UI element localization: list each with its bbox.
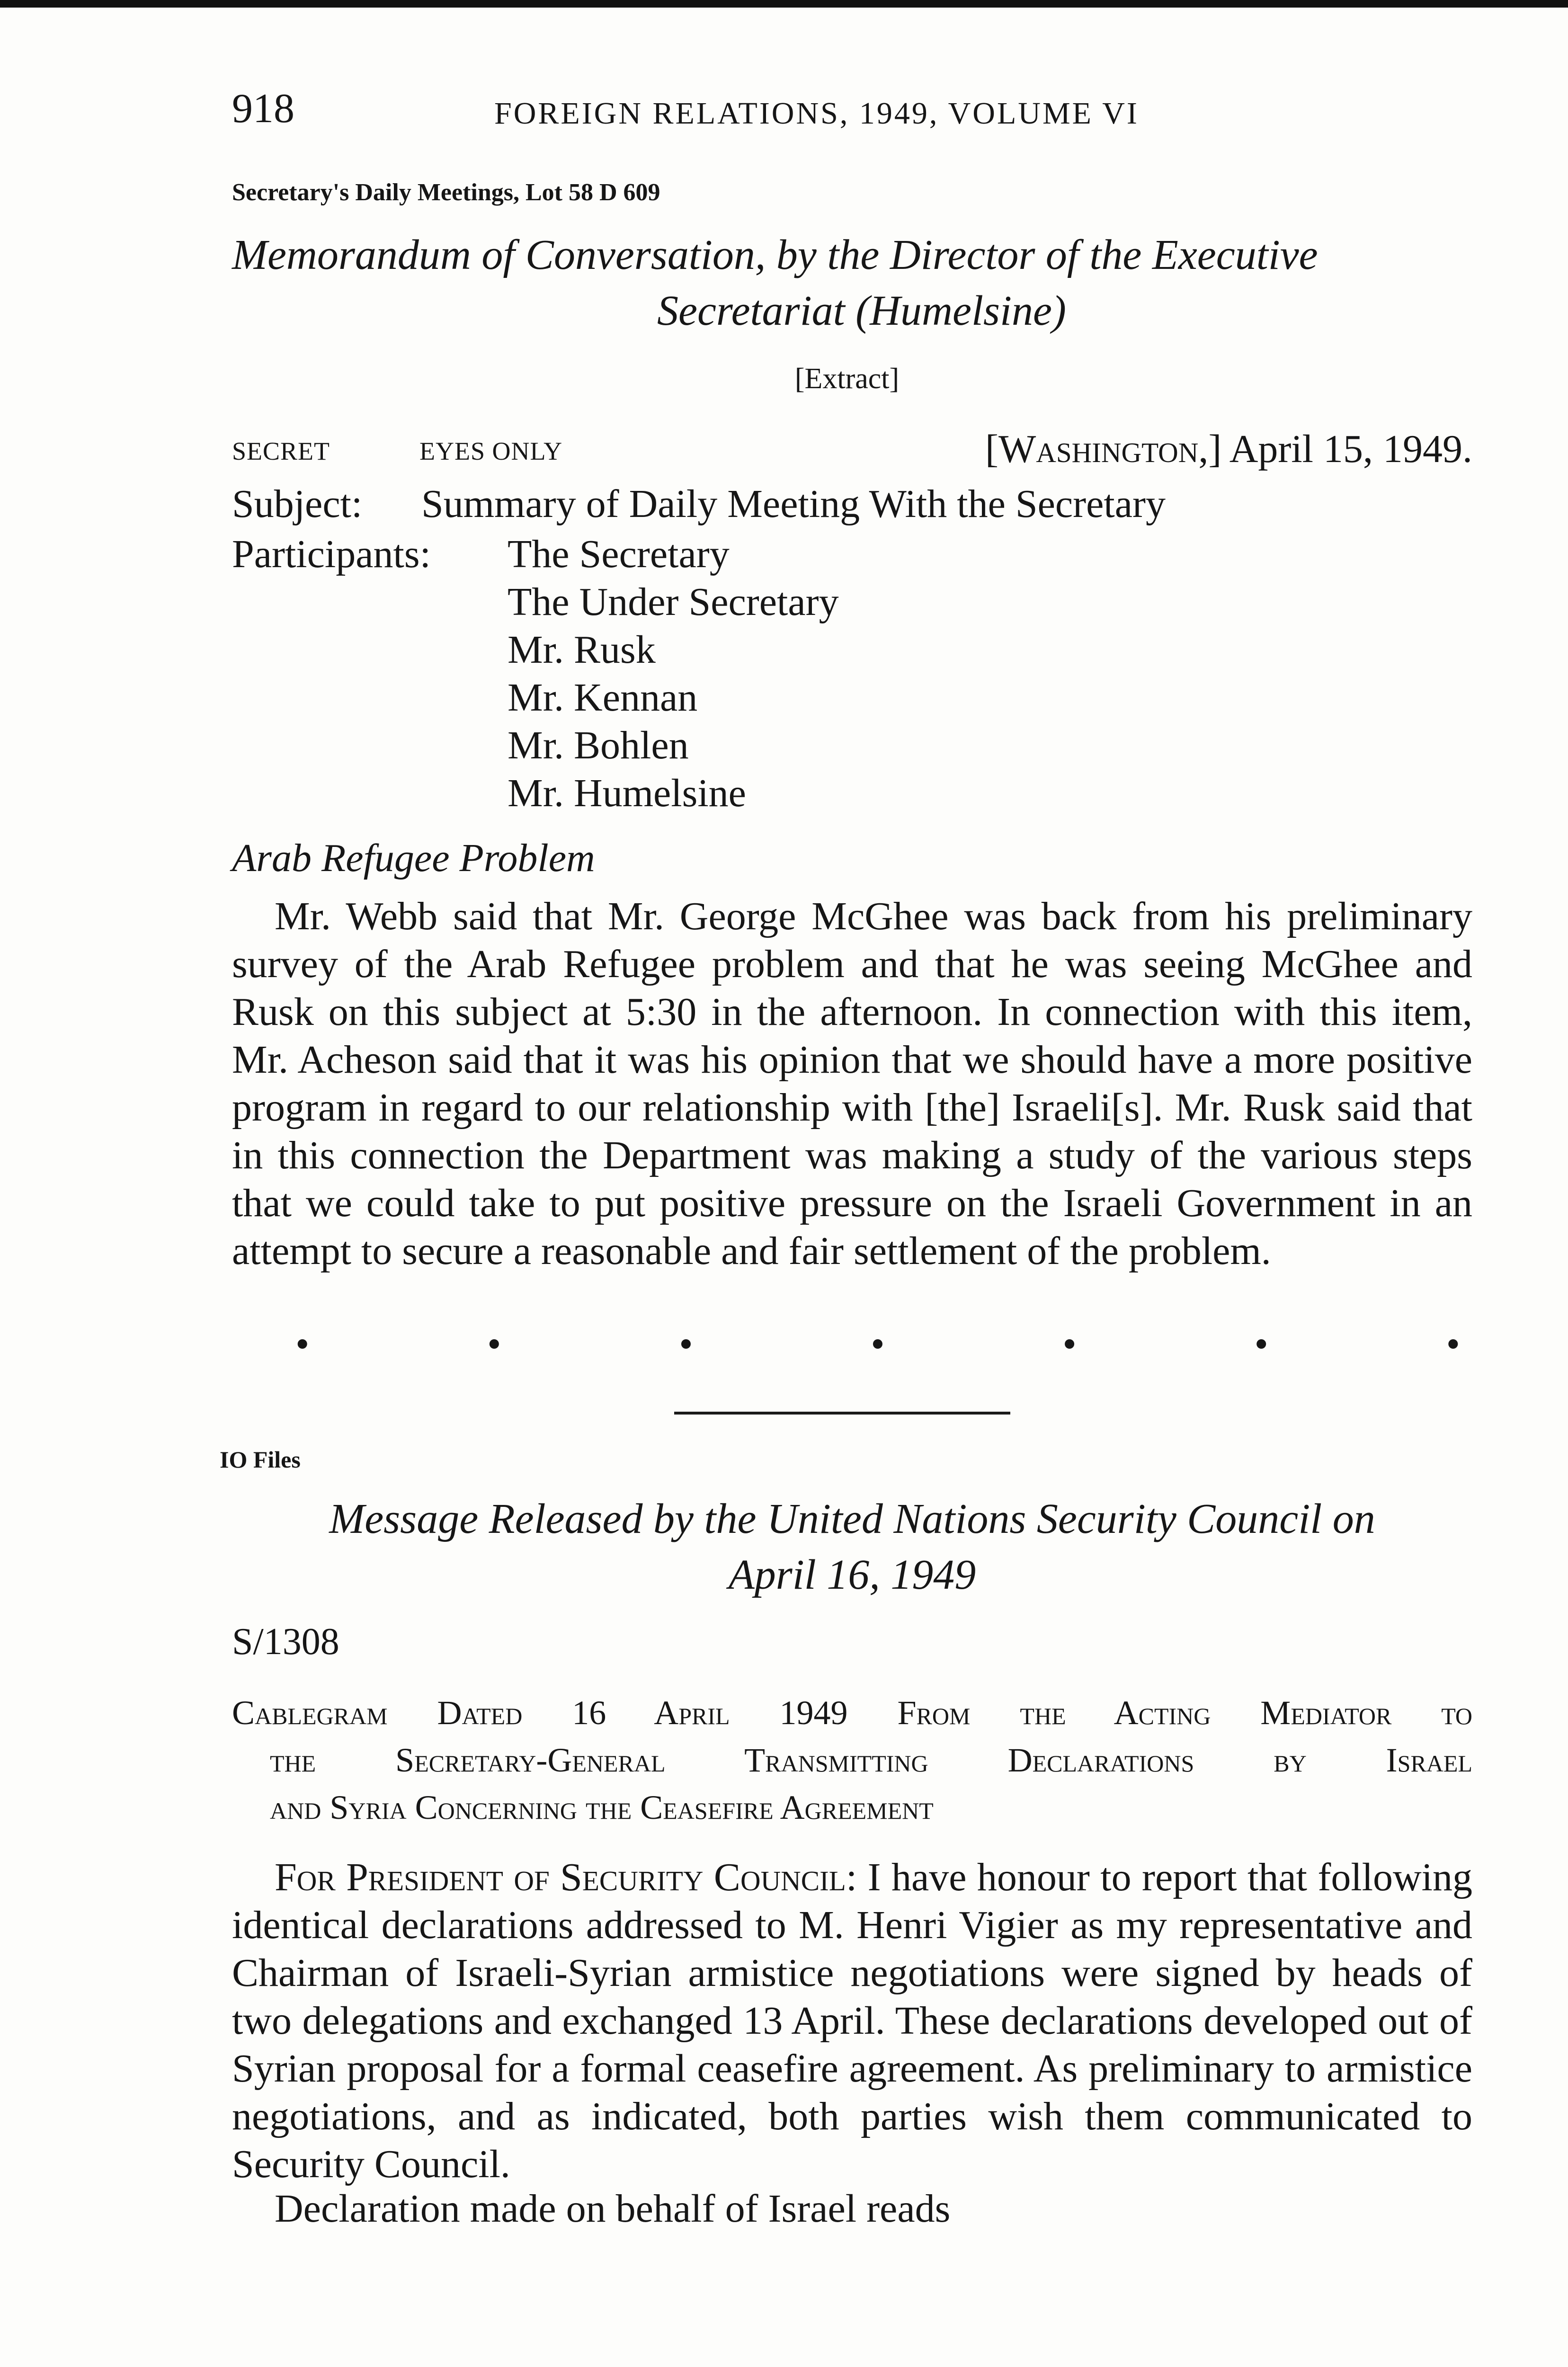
document-source: Secretary's Daily Meetings, Lot 58 D 609 (232, 179, 660, 206)
body-text: I have honour to report that following identical declarations addressed to M. Henri Vigier as my representative and Chairman of Israeli-Syrian armistice negotiations were signed by heads of two delegations and exchanged 13 April. These declarations developed out of Syrian proposal for a formal ceasefire agreement. As preliminary to armistice negotiations, and as indicated, both parties wish them communicated to Security Council. (232, 1855, 1473, 2186)
participants-label: Participants: (232, 532, 431, 576)
omission-dot: • (679, 1322, 693, 1366)
date: April 15, 1949. (1229, 427, 1472, 471)
classification-secret: SECRET (232, 437, 330, 465)
extract-label: [Extract] (794, 363, 900, 395)
document-source: IO Files (220, 1446, 301, 1473)
running-title: FOREIGN RELATIONS, 1949, VOLUME VI (494, 96, 1139, 131)
page-top-edge (0, 0, 1568, 8)
section-heading: Arab Refugee Problem (232, 836, 595, 880)
participant: Mr. Kennan (508, 676, 698, 720)
document-title-line-2: Secretariat (Humelsine) (657, 287, 1066, 334)
document-title (232, 1491, 1472, 1603)
document-title (232, 227, 1491, 339)
participant: The Secretary (508, 532, 730, 576)
document-number: S/1308 (232, 1621, 339, 1663)
participants-list (508, 530, 839, 817)
body-paragraph: Mr. Webb said that Mr. George McGhee was back from his preliminary survey of the Arab Refugee problem and that he was seeing McGhee and Rusk on this subject at 5:30 in the afternoon. In connection with this item, Mr. Acheson said that it was his opinion that we should have a more positive program in regard to our relationship with [the] Israeli[s]. Mr. Rusk said that in this connection the Department was making a study of the various steps that we could take to put positive pressure on the Israeli Government in an attempt to secure a reasonable and fair settlement of the problem. (232, 894, 1472, 1273)
participant: Mr. Humelsine (508, 771, 746, 815)
place-and-date (985, 426, 1472, 472)
omission-dot: • (1446, 1322, 1460, 1366)
document-title-line-2: April 16, 1949 (728, 1551, 976, 1598)
subject-line (232, 478, 1166, 530)
classification-row (232, 426, 1472, 478)
participant: Mr. Rusk (508, 628, 656, 672)
cable-heading-line: and Syria Concerning the Ceasefire Agreement (270, 1789, 934, 1826)
section-divider (674, 1412, 1010, 1415)
cable-heading-line: Cablegram Dated 16 April 1949 From the Acting Mediator to (232, 1694, 1472, 1732)
omission-dot: • (871, 1322, 885, 1366)
omission-dot: • (487, 1322, 501, 1366)
addressee: For President of Security Council: (275, 1855, 857, 1899)
participant: Mr. Bohlen (508, 723, 689, 767)
omission-dot: • (1254, 1322, 1268, 1366)
classification-eyes-only: EYES ONLY (419, 437, 563, 465)
document-title-line-1: Message Released by the United Nations Security Council on (329, 1495, 1375, 1542)
subject-value: Summary of Daily Meeting With the Secretary (421, 482, 1166, 526)
closing-line: Declaration made on behalf of Israel reads (275, 2187, 951, 2231)
place: [Washington,] (985, 427, 1222, 471)
subject-label: Subject: (232, 482, 363, 526)
cable-heading (232, 1689, 1472, 1831)
omission-dot: • (295, 1322, 310, 1366)
body-paragraph (232, 1853, 1472, 2188)
document-title-line-1: Memorandum of Conversation, by the Director of the Executive (232, 231, 1318, 278)
omission-dot: • (1062, 1322, 1077, 1366)
cable-heading-line: the Secretary-General Transmitting Declarations by Israel (270, 1741, 1472, 1779)
omission-dots (295, 1321, 1460, 1368)
page-number: 918 (232, 86, 294, 132)
participant: The Under Secretary (508, 580, 839, 624)
